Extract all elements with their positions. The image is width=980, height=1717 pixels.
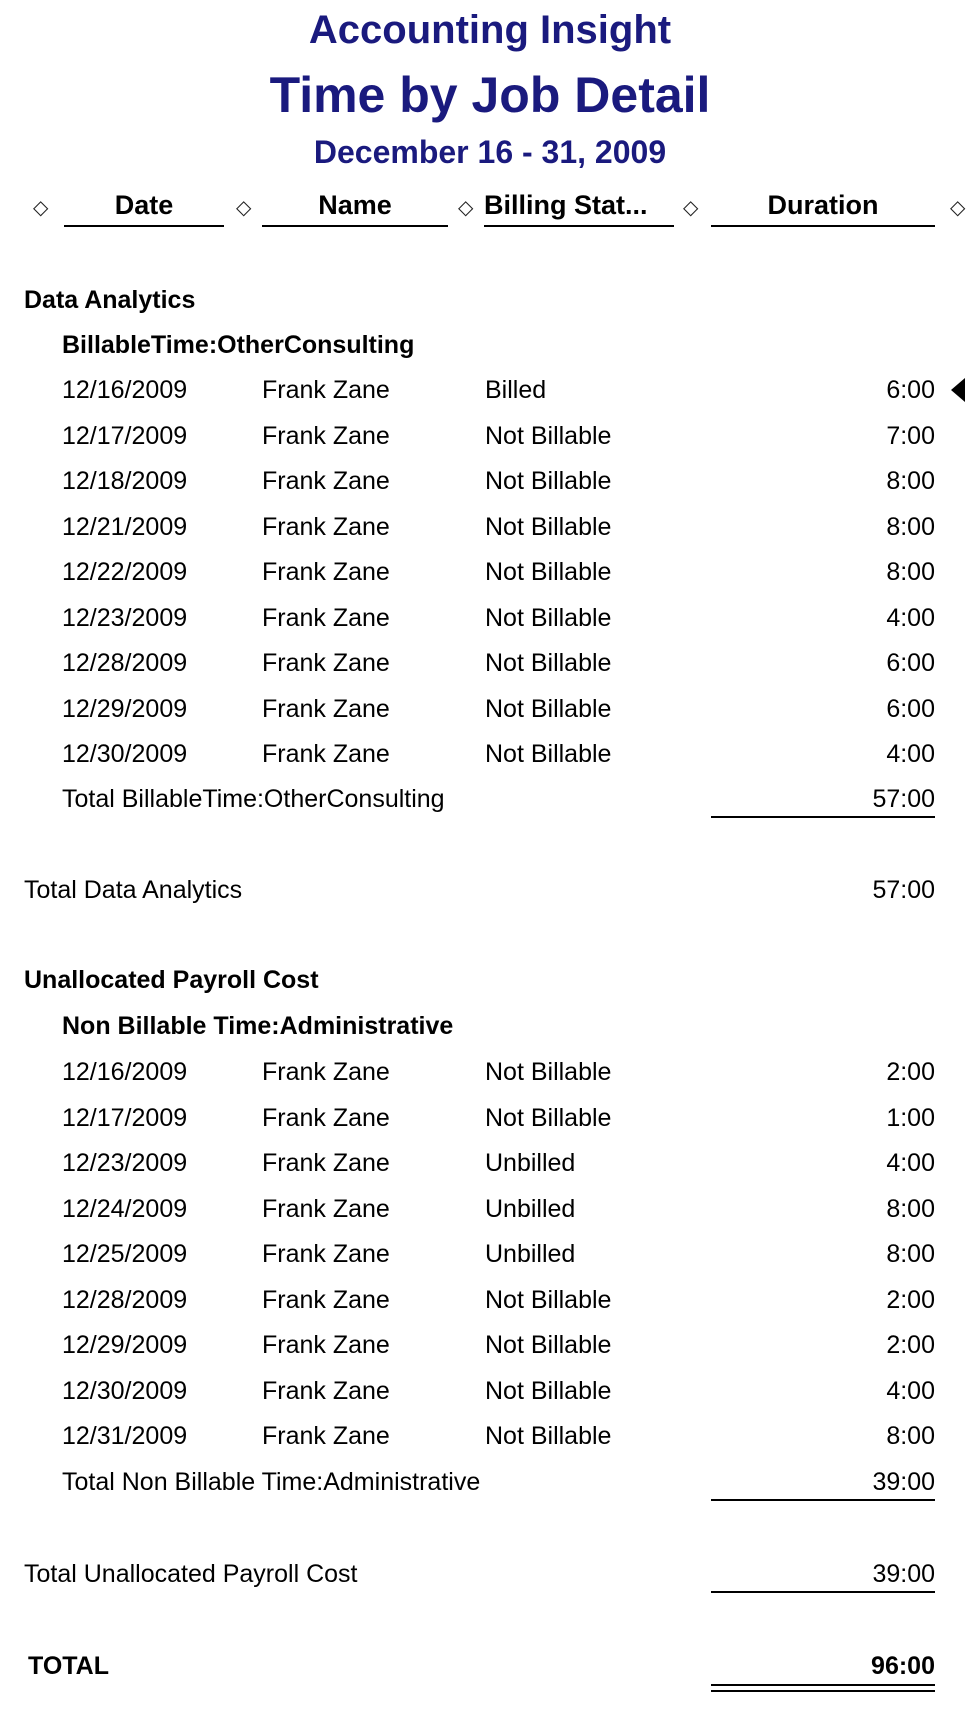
subtotal-value: 39:00 <box>872 1468 935 1496</box>
group-heading: Unallocated Payroll Cost <box>24 966 319 994</box>
grand-total-label: TOTAL <box>28 1652 110 1680</box>
column-marker-icon[interactable]: ◇ <box>236 197 252 219</box>
row-billing-status: Not Billable <box>485 1331 612 1359</box>
subgroup-heading: BillableTime:OtherConsulting <box>62 331 415 359</box>
group-total-label: Total Data Analytics <box>24 876 243 904</box>
grand-total-value: 96:00 <box>871 1652 935 1680</box>
row-billing-status: Not Billable <box>485 694 612 723</box>
report-title: Time by Job Detail <box>269 67 711 123</box>
row-billing-status: Unbilled <box>485 1194 576 1223</box>
selected-row-marker-icon <box>951 378 965 402</box>
row-name: Frank Zane <box>262 512 390 541</box>
row-duration: 6:00 <box>886 649 935 677</box>
row-name: Frank Zane <box>262 649 390 677</box>
subtotal-label: Total Non Billable Time:Administrative <box>62 1468 481 1496</box>
row-date: 12/23/2009 <box>62 603 188 632</box>
subgroup-heading: Non Billable Time:Administrative <box>62 1012 454 1040</box>
row-billing-status: Not Billable <box>485 558 612 586</box>
row-duration: 8:00 <box>886 1240 935 1268</box>
row-name: Frank Zane <box>262 421 390 450</box>
row-date: 12/24/2009 <box>62 1194 188 1223</box>
row-name: Frank Zane <box>262 740 390 768</box>
row-billing-status: Not Billable <box>485 1376 612 1405</box>
row-date: 12/29/2009 <box>62 1331 188 1359</box>
report-period: December 16 - 31, 2009 <box>313 134 667 170</box>
subtotal-value: 57:00 <box>872 785 935 813</box>
group-total-value: 39:00 <box>872 1560 935 1588</box>
row-billing-status: Not Billable <box>485 740 612 768</box>
row-name: Frank Zane <box>262 1240 390 1268</box>
row-duration: 4:00 <box>886 1149 935 1177</box>
row-billing-status: Billed <box>485 376 547 404</box>
row-duration: 2:00 <box>886 1331 935 1359</box>
row-duration: 4:00 <box>886 740 935 768</box>
column-marker-icon[interactable]: ◇ <box>683 197 699 219</box>
row-billing-status: Not Billable <box>485 649 612 677</box>
row-date: 12/30/2009 <box>62 740 188 768</box>
row-billing-status: Not Billable <box>485 421 612 450</box>
column-header-duration[interactable]: Duration <box>711 190 935 227</box>
row-date: 12/16/2009 <box>62 1058 188 1086</box>
row-duration: 4:00 <box>886 1376 935 1405</box>
row-duration: 8:00 <box>886 558 935 586</box>
row-duration: 6:00 <box>886 694 935 723</box>
row-date: 12/29/2009 <box>62 694 188 723</box>
row-name: Frank Zane <box>262 558 390 586</box>
row-name: Frank Zane <box>262 1285 390 1314</box>
row-date: 12/23/2009 <box>62 1149 188 1177</box>
row-date: 12/17/2009 <box>62 421 188 450</box>
row-duration: 2:00 <box>886 1058 935 1086</box>
row-billing-status: Not Billable <box>485 603 612 632</box>
group-heading: Data Analytics <box>24 286 196 314</box>
row-billing-status: Not Billable <box>485 467 612 495</box>
row-billing-status: Not Billable <box>485 1285 612 1314</box>
column-header-billing-status[interactable]: Billing Stat... <box>484 190 674 227</box>
row-date: 12/25/2009 <box>62 1240 188 1268</box>
row-billing-status: Not Billable <box>485 512 612 541</box>
row-duration: 8:00 <box>886 467 935 495</box>
row-duration: 8:00 <box>886 1194 935 1223</box>
row-duration: 8:00 <box>886 1422 935 1450</box>
grand-total-underline <box>711 1684 935 1686</box>
row-duration: 2:00 <box>886 1285 935 1314</box>
row-name: Frank Zane <box>262 1376 390 1405</box>
column-header-date[interactable]: Date <box>64 190 224 227</box>
row-date: 12/17/2009 <box>62 1103 188 1132</box>
row-billing-status: Not Billable <box>485 1103 612 1132</box>
row-name: Frank Zane <box>262 603 390 632</box>
column-marker-icon[interactable]: ◇ <box>33 197 49 219</box>
row-billing-status: Not Billable <box>485 1058 612 1086</box>
report-company: Accounting Insight <box>308 8 672 52</box>
row-billing-status: Unbilled <box>485 1149 576 1177</box>
grand-total-underline-second <box>711 1690 935 1692</box>
row-name: Frank Zane <box>262 1422 390 1450</box>
column-marker-icon[interactable]: ◇ <box>950 197 966 219</box>
row-date: 12/28/2009 <box>62 1285 188 1314</box>
subtotal-underline <box>711 1499 935 1501</box>
row-duration: 8:00 <box>886 512 935 541</box>
row-name: Frank Zane <box>262 467 390 495</box>
row-date: 12/31/2009 <box>62 1422 188 1450</box>
column-header-name[interactable]: Name <box>262 190 448 227</box>
row-name: Frank Zane <box>262 694 390 723</box>
row-date: 12/28/2009 <box>62 649 188 677</box>
row-name: Frank Zane <box>262 1058 390 1086</box>
row-name: Frank Zane <box>262 1331 390 1359</box>
row-date: 12/18/2009 <box>62 467 188 495</box>
row-billing-status: Not Billable <box>485 1422 612 1450</box>
group-total-underline <box>711 1591 935 1593</box>
row-duration: 4:00 <box>886 603 935 632</box>
row-duration: 6:00 <box>886 376 935 404</box>
row-duration: 1:00 <box>886 1103 935 1132</box>
row-name: Frank Zane <box>262 376 390 404</box>
group-total-label: Total Unallocated Payroll Cost <box>24 1560 358 1588</box>
row-date: 12/16/2009 <box>62 376 188 404</box>
subtotal-underline <box>711 816 935 818</box>
subtotal-label: Total BillableTime:OtherConsulting <box>62 785 445 813</box>
row-name: Frank Zane <box>262 1194 390 1223</box>
row-name: Frank Zane <box>262 1149 390 1177</box>
group-total-value: 57:00 <box>872 876 935 904</box>
column-marker-icon[interactable]: ◇ <box>458 197 474 219</box>
row-name: Frank Zane <box>262 1103 390 1132</box>
row-date: 12/21/2009 <box>62 512 188 541</box>
row-date: 12/22/2009 <box>62 558 188 586</box>
row-billing-status: Unbilled <box>485 1240 576 1268</box>
row-date: 12/30/2009 <box>62 1376 188 1405</box>
row-duration: 7:00 <box>886 421 935 450</box>
